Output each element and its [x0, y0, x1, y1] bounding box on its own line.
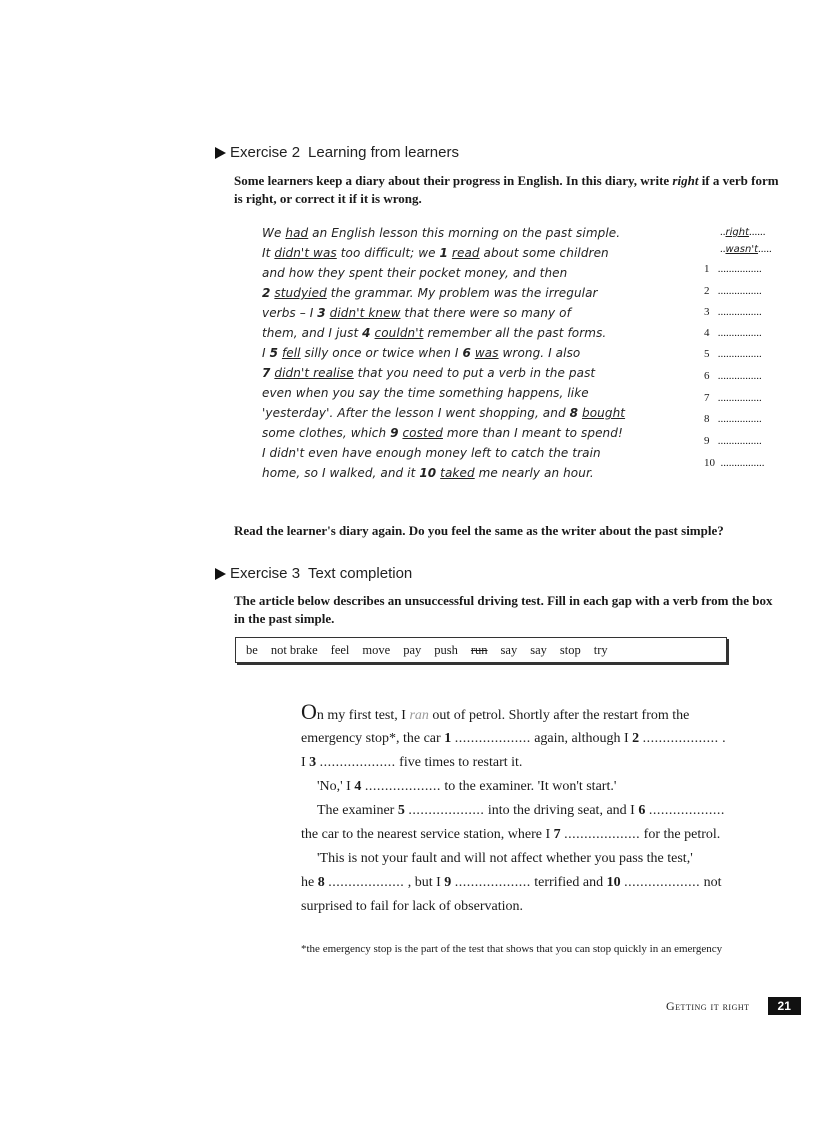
exercise-2-heading [215, 144, 459, 161]
word-run-crossed: run [470, 642, 488, 657]
word-feel: feel [330, 642, 350, 657]
triangle-marker-icon [215, 147, 226, 159]
answer-line-9[interactable]: 9 ................ [704, 435, 762, 447]
diary-line: even when you say the time something happens, like [262, 386, 589, 400]
story-line: emergency stop*, the car 1 ................... again, although I 2 ................... . [301, 731, 726, 746]
diary-line: I 5 fell silly once or twice when I 6 was wrong. I also [262, 346, 581, 360]
answer-line-5[interactable]: 5 ................ [704, 348, 762, 360]
word-pay: pay [403, 642, 422, 657]
diary-line: 'yesterday'. After the lesson I went shopping, and 8 bought [262, 406, 626, 420]
exercise-number: 3 [291, 565, 301, 582]
answer-line-4[interactable]: 4 ................ [704, 327, 762, 339]
story-line: he 8 ................... , but I 9 ................... terrified and 10 ................... not [301, 875, 722, 890]
page-number: 21 [768, 997, 801, 1015]
word-not-brake: not brake [270, 642, 318, 657]
story-line: The examiner 5 ................... into the driving seat, and I 6 ................... [317, 803, 725, 818]
triangle-marker-icon [215, 568, 226, 580]
word-be: be [246, 642, 258, 657]
answer-line-2[interactable]: 2 ................ [704, 285, 762, 297]
section-label: Getting it right [666, 998, 750, 1013]
exercise-3-heading [215, 565, 412, 582]
exercise-2-followup: Read the learner's diary again. Do you feel the same as the writer about the past simple? [234, 523, 724, 538]
verb-word-box [235, 637, 727, 663]
diary-line: and how they spent their pocket money, and then [262, 266, 568, 280]
diary-line: 7 didn't realise that you need to put a verb in the past [262, 366, 596, 380]
word-move: move [362, 642, 391, 657]
diary-line: home, so I walked, and it 10 taked me nearly an hour. [262, 466, 594, 480]
story-line: I 3 ................... five times to restart it. [301, 755, 523, 770]
diary-line: some clothes, which 9 costed more than I meant to spend! [262, 426, 623, 440]
answer-line-10[interactable]: 10 ................ [704, 457, 765, 469]
story-line: the car to the nearest service station, where I 7 ................... for the petrol. [301, 827, 721, 842]
exercise-label: Exercise [230, 565, 288, 582]
exercise-title: Text completion [308, 565, 413, 582]
answer-example-wasnt: ..wasn't..... [720, 243, 772, 255]
word-push: push [434, 642, 458, 657]
word-say: say [500, 642, 518, 657]
footnote: *the emergency stop is the part of the test that shows that you can stop quickly in an emergency [301, 943, 723, 955]
answer-line-8[interactable]: 8 ................ [704, 413, 762, 425]
diary-line: I didn't even have enough money left to catch the train [262, 446, 601, 460]
story-line: 'No,' I 4 ................... to the examiner. 'It won't start.' [317, 779, 617, 794]
story-line: surprised to fail for lack of observation. [301, 899, 523, 914]
story-line: 'This is not your fault and will not affect whether you pass the test,' [317, 851, 693, 866]
diary-line: verbs – I 3 didn't knew that there were so many of [262, 306, 571, 320]
answer-line-3[interactable]: 3 ................ [704, 306, 762, 318]
exercise-number: 2 [291, 144, 301, 161]
exercise-title: Learning from learners [308, 144, 459, 161]
exercise-2-instruction: Some learners keep a diary about their progress in English. In this diary, write right if a verb form is right, or correct it if it is wrong. [234, 173, 779, 206]
diary-line: them, and I just 4 couldn't remember all the past forms. [262, 326, 607, 340]
answer-line-7[interactable]: 7 ................ [704, 392, 762, 404]
diary-line: It didn't was too difficult; we 1 read about some children [262, 246, 609, 260]
word-stop: stop [559, 642, 581, 657]
answer-line-1[interactable]: 1 ................ [704, 263, 762, 275]
page-footer [666, 997, 801, 1015]
diary-line: We had an English lesson this morning on the past simple. [262, 226, 621, 240]
exercise-3-instruction: The article below describes an unsuccessful driving test. Fill in each gap with a verb from the box in the past simple. [234, 593, 773, 626]
word-say: say [530, 642, 547, 657]
diary-line: 2 studyied the grammar. My problem was the irregular [262, 286, 598, 300]
answer-line-6[interactable]: 6 ................ [704, 370, 762, 382]
word-try: try [593, 642, 608, 657]
story-line: On my first test, I ran out of petrol. Shortly after the restart from the [301, 699, 690, 724]
answer-example-right: ..right...... [720, 226, 766, 238]
exercise-label: Exercise [230, 144, 288, 161]
